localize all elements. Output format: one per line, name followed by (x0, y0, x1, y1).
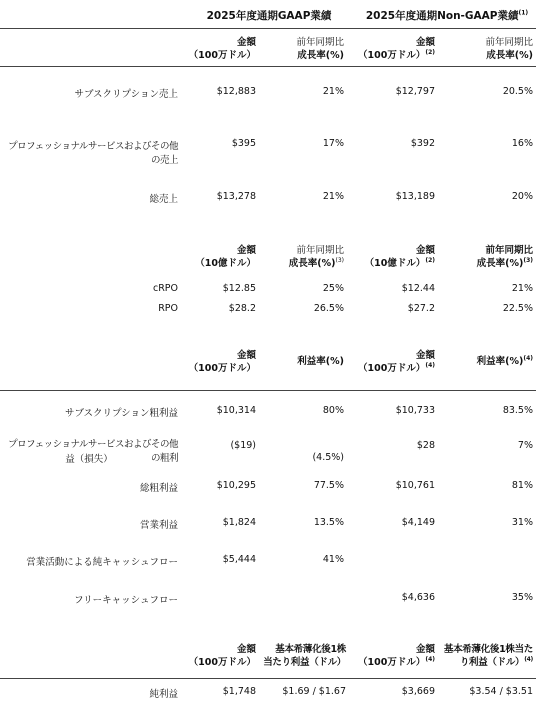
s1-row-label: プロフェッショナルサービスおよびその他の売上 (8, 141, 178, 166)
s2-col4-h2-wrap (440, 257, 533, 270)
s3-row-v4: 81% (511, 480, 533, 491)
s4-col4-h2-wrap (436, 656, 533, 669)
s1-col3-header (355, 36, 435, 62)
s3-row-v1: ($19) (230, 440, 256, 451)
s3-col3-h1: 金額 (415, 350, 435, 361)
s1-row-v4: 20.5% (502, 86, 533, 97)
s2-row-v4: 22.5% (502, 303, 533, 314)
s4-col1-header (180, 643, 256, 669)
s3-col1-header (180, 349, 256, 375)
s4-col4-header (436, 643, 533, 669)
s3-row-v2: (4.5%) (312, 452, 344, 463)
s4-row-v1: $1,748 (222, 686, 256, 697)
s2-row-v3: $27.2 (407, 303, 435, 314)
s2-col3-note: (2) (425, 256, 435, 264)
nongaap-note: (1) (518, 9, 529, 17)
s2-col1-h1: 金額 (236, 245, 256, 256)
s2-col4-h2: 成長率(%) (476, 258, 524, 269)
s3-row-v2: 13.5% (313, 517, 344, 528)
s3-row-label: 営業利益 (139, 520, 178, 531)
s4-col2-h2: 当たり利益（ドル） (263, 657, 346, 668)
s1-row-v1: $395 (231, 138, 256, 149)
s3-row-label: 総粗利益 (139, 483, 178, 494)
header-rule (0, 28, 536, 29)
s3-row-v3: $4,636 (401, 592, 435, 603)
s2-col4-header (440, 244, 533, 270)
s2-col2-note: (3) (335, 256, 344, 264)
s2-col2-h2: 成長率(%) (288, 258, 336, 269)
s4-col3-h1: 金額 (415, 644, 435, 655)
s3-row-v1: $10,295 (216, 480, 256, 491)
s1-row-v2: 21% (322, 86, 344, 97)
s2-row-v1: $28.2 (228, 303, 256, 314)
s2-col1-h2: （10億ドル） (195, 258, 256, 269)
s1-row-v2: 21% (322, 191, 344, 202)
s1-col1-header (180, 36, 256, 62)
s1-col1-h1: 金額 (236, 37, 256, 48)
s3-row-label-line1: プロフェッショナルサービスおよびその他の粗利 (8, 439, 178, 464)
s4-col4-note: (4) (524, 655, 533, 663)
s3-row-v3: $10,761 (395, 480, 435, 491)
s1-row-label: 総売上 (149, 194, 178, 205)
s1-row-v3: $392 (410, 138, 435, 149)
s3-col4-h1: 利益率(%) (476, 356, 524, 367)
s3-row-v4: 7% (517, 440, 533, 451)
s3-row-v4: 35% (511, 592, 533, 603)
s4-col2-header (258, 643, 346, 669)
s4-col3-note: (4) (425, 655, 435, 663)
s3-row-v1: $1,824 (222, 517, 256, 528)
s3-col2-header (270, 355, 344, 368)
s1-row-v4: 20% (511, 191, 533, 202)
nongaap-title-text: 2025年度通期Non-GAAP業績 (365, 10, 519, 22)
s1-col2-h2: 成長率(%) (297, 50, 344, 61)
s2-row-v2: 25% (322, 283, 344, 294)
s3-col3-note: (4) (425, 361, 435, 369)
s2-row-label: RPO (158, 303, 178, 314)
s3-col4-header (440, 355, 533, 368)
s2-row-v3: $12.44 (401, 283, 435, 294)
s3-row-v4: 31% (511, 517, 533, 528)
s3-row-v2: 80% (322, 405, 344, 416)
s3-row-label-line2: 益（損失） (65, 454, 113, 465)
s1-col4-h1: 前年同期比 (485, 37, 533, 48)
s1-row-v3: $12,797 (395, 86, 435, 97)
gaap-title: 2025年度通期GAAP業績 (206, 10, 332, 22)
s1-col2-header (270, 36, 344, 62)
s2-col2-header (270, 244, 344, 270)
s1-row-v4: 16% (511, 138, 533, 149)
s2-row-v2: 26.5% (313, 303, 344, 314)
s4-row-label: 純利益 (149, 689, 178, 700)
s4-col3-h2-wrap (355, 656, 435, 669)
s3-col1-h2: （100万ドル） (188, 363, 256, 374)
s4-col3-h2: （100万ドル） (357, 657, 426, 668)
s2-row-label: cRPO (152, 283, 178, 294)
s3-row-v1: $10,314 (216, 405, 256, 416)
s3-col3-h2-wrap (355, 362, 435, 375)
s3-col4-h1-wrap (440, 355, 533, 368)
s1-col3-note: (2) (425, 48, 435, 56)
s4-row-v3: $3,669 (401, 686, 435, 697)
s4-col2-h1: 基本希薄化後1株 (275, 644, 346, 655)
s1-col3-h2-wrap (355, 49, 435, 62)
s4-row-v2: $1.69 / $1.67 (282, 686, 346, 697)
s3-row-v3: $10,733 (395, 405, 435, 416)
s4-col4-h1: 基本希薄化後1株当た (443, 644, 533, 655)
s3-col2-h1: 利益率(%) (297, 356, 344, 367)
s2-col1-header (180, 244, 256, 270)
s2-row-v1: $12.85 (222, 283, 256, 294)
s4-col3-header (355, 643, 435, 669)
s1-rule (0, 66, 536, 67)
s3-col4-note: (4) (523, 354, 533, 362)
s1-col3-h2: （100万ドル） (357, 50, 426, 61)
s3-row-label: フリーキャッシュフロー (74, 595, 178, 606)
s2-col2-h2-wrap (270, 257, 344, 270)
s4-rule (0, 678, 536, 679)
s1-row-v1: $13,278 (216, 191, 256, 202)
s2-col3-h1: 金額 (415, 245, 435, 256)
s3-row-label: 営業活動による純キャッシュフロー (26, 557, 178, 568)
s2-col4-h1: 前年同期比 (485, 245, 533, 256)
s2-row-v4: 21% (511, 283, 533, 294)
s3-col3-header (355, 349, 435, 375)
s3-rule (0, 390, 536, 391)
s3-col1-h1: 金額 (236, 350, 256, 361)
s1-col3-h1: 金額 (415, 37, 435, 48)
s1-col4-h2: 成長率(%) (486, 50, 533, 61)
s4-row-v4: $3.54 / $3.51 (469, 686, 533, 697)
s3-row-v3: $28 (416, 440, 435, 451)
s3-row-label: サブスクリプション粗利益 (64, 408, 178, 419)
s2-col3-h2: （10億ドル） (364, 258, 426, 269)
s1-row-v2: 17% (322, 138, 344, 149)
s4-col1-h2: （100万ドル） (188, 657, 256, 668)
s2-col3-header (355, 244, 435, 270)
s3-row-v3: $4,149 (401, 517, 435, 528)
s3-row-v2: 41% (322, 554, 344, 565)
s1-col2-h1: 前年同期比 (296, 37, 344, 48)
s1-row-label: サブスクリプション売上 (74, 89, 178, 100)
s4-col1-h1: 金額 (236, 644, 256, 655)
s1-row-v1: $12,883 (216, 86, 256, 97)
s3-row-v4: 83.5% (502, 405, 533, 416)
s1-col1-h2: （100万ドル） (188, 50, 256, 61)
s3-col3-h2: （100万ドル） (357, 363, 426, 374)
s1-col4-header (440, 36, 533, 62)
s1-row-v3: $13,189 (395, 191, 435, 202)
s3-row-v1: $5,444 (222, 554, 256, 565)
s2-col4-note: (3) (523, 256, 533, 264)
s2-col3-h2-wrap (355, 257, 435, 270)
s4-col4-h2: り利益（ドル） (459, 657, 525, 668)
nongaap-title (358, 8, 536, 23)
s3-row-v2: 77.5% (313, 480, 344, 491)
s2-col2-h1: 前年同期比 (296, 245, 344, 256)
